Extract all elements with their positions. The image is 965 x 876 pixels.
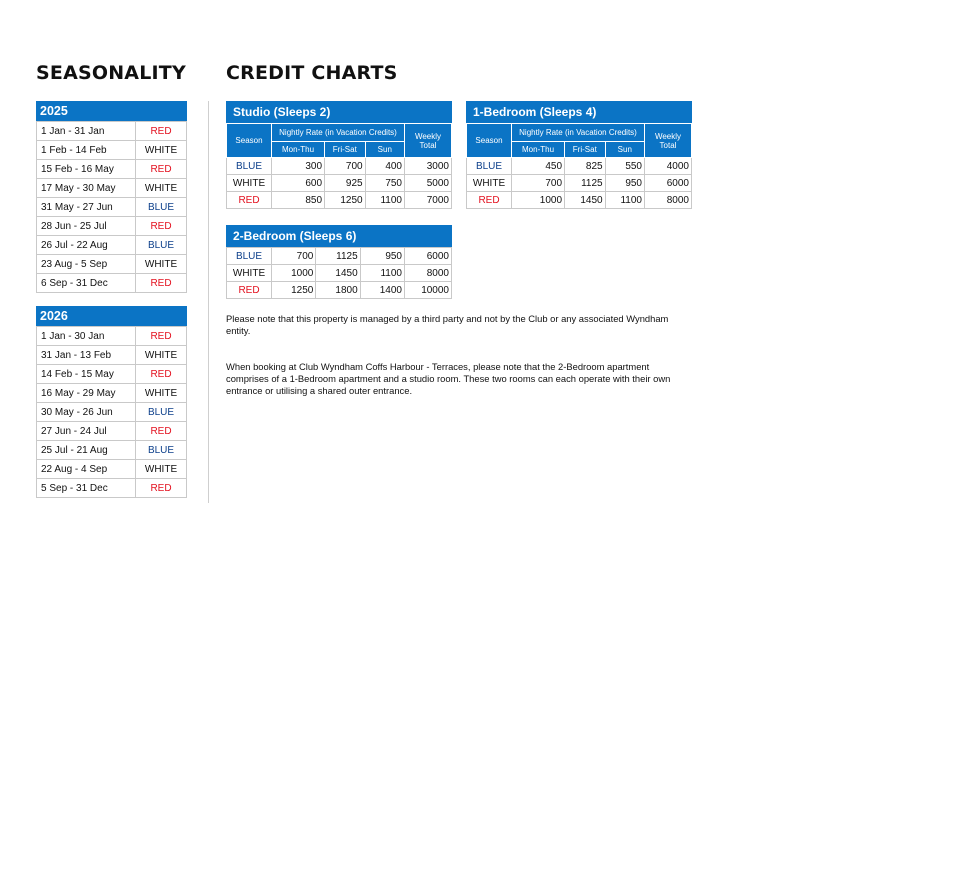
rate-fri-sat: 1800 <box>316 282 360 299</box>
rate-fri-sat: 825 <box>565 158 606 175</box>
section-divider <box>208 101 209 503</box>
season-row <box>37 141 187 160</box>
season-row <box>37 274 187 293</box>
season-row <box>37 255 187 274</box>
credit-charts-heading: CREDIT CHARTS <box>226 62 398 84</box>
rate-mon-thu: 450 <box>512 158 565 175</box>
rate-weekly-total: 10000 <box>405 282 452 299</box>
rate-mon-thu: 600 <box>272 175 325 192</box>
rate-fri-sat: 700 <box>325 158 366 175</box>
rate-mon-thu: 850 <box>272 192 325 209</box>
season-date-range: 23 Aug - 5 Sep <box>37 255 136 274</box>
rate-season: WHITE <box>227 265 272 282</box>
rate-fri-sat: 1450 <box>316 265 360 282</box>
season-row <box>37 403 187 422</box>
rate-fri-sat: 925 <box>325 175 366 192</box>
booking-note: When booking at Club Wyndham Coffs Harbour - Terraces, please note that the 2-Bedroom apartment comprises of a 1-Bedroom apartment and a studio room. These two rooms can each operate with their own entrance or utilising a shared outer entrance. <box>226 361 671 396</box>
rate-weekly-total: 6000 <box>405 248 452 265</box>
rate-row <box>227 265 452 282</box>
rate-row <box>227 158 452 175</box>
season-date-range: 6 Sep - 31 Dec <box>37 274 136 293</box>
rate-mon-thu: 300 <box>272 158 325 175</box>
season-code: RED <box>136 365 187 384</box>
rate-table-studio <box>226 101 452 209</box>
season-date-range: 27 Jun - 24 Jul <box>37 422 136 441</box>
weekly-total-header: Weekly Total <box>645 124 692 158</box>
rate-fri-sat: 1250 <box>325 192 366 209</box>
rate-sun: 750 <box>365 175 404 192</box>
season-row <box>37 160 187 179</box>
rate-row <box>467 192 692 209</box>
rate-weekly-total: 7000 <box>405 192 452 209</box>
rate-weekly-total: 3000 <box>405 158 452 175</box>
rate-table-2-bedroom <box>226 225 452 299</box>
season-code: WHITE <box>136 255 187 274</box>
fri-sat-header: Fri-Sat <box>325 142 366 158</box>
season-code: BLUE <box>136 403 187 422</box>
season-date-range: 17 May - 30 May <box>37 179 136 198</box>
rate-mon-thu: 1250 <box>272 282 316 299</box>
seasonality-heading: SEASONALITY <box>36 62 186 84</box>
rate-row <box>227 175 452 192</box>
season-code: RED <box>136 122 187 141</box>
rate-sun: 1400 <box>360 282 404 299</box>
rate-season: RED <box>227 192 272 209</box>
rate-mon-thu: 700 <box>272 248 316 265</box>
season-date-range: 1 Feb - 14 Feb <box>37 141 136 160</box>
season-row <box>37 460 187 479</box>
rate-season: BLUE <box>227 158 272 175</box>
season-row <box>37 217 187 236</box>
rate-table-title: 1-Bedroom (Sleeps 4) <box>466 101 692 123</box>
rate-season: BLUE <box>227 248 272 265</box>
weekly-total-header: Weekly Total <box>405 124 452 158</box>
rate-sun: 1100 <box>365 192 404 209</box>
season-date-range: 25 Jul - 21 Aug <box>37 441 136 460</box>
rate-row <box>467 158 692 175</box>
rate-weekly-total: 5000 <box>405 175 452 192</box>
rate-fri-sat: 1125 <box>565 175 606 192</box>
rate-sun: 950 <box>605 175 644 192</box>
rate-mon-thu: 1000 <box>272 265 316 282</box>
season-table-2026 <box>36 306 187 498</box>
mon-thu-header: Mon-Thu <box>512 142 565 158</box>
season-row <box>37 327 187 346</box>
sun-header: Sun <box>605 142 644 158</box>
mon-thu-header: Mon-Thu <box>272 142 325 158</box>
season-col-header: Season <box>467 124 512 158</box>
season-col-header: Season <box>227 124 272 158</box>
season-date-range: 14 Feb - 15 May <box>37 365 136 384</box>
rate-table-title: Studio (Sleeps 2) <box>226 101 452 123</box>
season-date-range: 30 May - 26 Jun <box>37 403 136 422</box>
rate-season: WHITE <box>467 175 512 192</box>
season-table-body <box>36 121 187 293</box>
season-table-body <box>36 326 187 498</box>
season-date-range: 16 May - 29 May <box>37 384 136 403</box>
season-code: RED <box>136 327 187 346</box>
rate-weekly-total: 8000 <box>645 192 692 209</box>
season-date-range: 31 May - 27 Jun <box>37 198 136 217</box>
season-year-header: 2026 <box>36 306 187 326</box>
season-code: RED <box>136 217 187 236</box>
rate-season: RED <box>467 192 512 209</box>
rate-row <box>467 175 692 192</box>
nightly-rate-header: Nightly Rate (in Vacation Credits) <box>512 124 645 142</box>
rate-row <box>227 192 452 209</box>
rate-row <box>227 282 452 299</box>
rate-table-title: 2-Bedroom (Sleeps 6) <box>226 225 452 247</box>
season-row <box>37 441 187 460</box>
season-code: BLUE <box>136 198 187 217</box>
rate-sun: 1100 <box>605 192 644 209</box>
season-row <box>37 384 187 403</box>
rate-fri-sat: 1125 <box>316 248 360 265</box>
season-date-range: 26 Jul - 22 Aug <box>37 236 136 255</box>
season-date-range: 22 Aug - 4 Sep <box>37 460 136 479</box>
season-code: RED <box>136 422 187 441</box>
season-code: RED <box>136 160 187 179</box>
nightly-rate-header: Nightly Rate (in Vacation Credits) <box>272 124 405 142</box>
rate-fri-sat: 1450 <box>565 192 606 209</box>
rate-sun: 400 <box>365 158 404 175</box>
season-code: BLUE <box>136 441 187 460</box>
rate-season: RED <box>227 282 272 299</box>
season-date-range: 1 Jan - 30 Jan <box>37 327 136 346</box>
rate-mon-thu: 1000 <box>512 192 565 209</box>
rate-sun: 950 <box>360 248 404 265</box>
rate-mon-thu: 700 <box>512 175 565 192</box>
rate-weekly-total: 6000 <box>645 175 692 192</box>
rate-row <box>227 248 452 265</box>
rate-season: WHITE <box>227 175 272 192</box>
season-year-header: 2025 <box>36 101 187 121</box>
rate-table-grid <box>466 123 692 209</box>
season-row <box>37 198 187 217</box>
season-row <box>37 479 187 498</box>
season-row <box>37 179 187 198</box>
rate-table-grid <box>226 247 452 299</box>
rate-season: BLUE <box>467 158 512 175</box>
management-note: Please note that this property is managed by a third party and not by the Club or any associated Wyndham entity. <box>226 313 669 336</box>
season-date-range: 28 Jun - 25 Jul <box>37 217 136 236</box>
season-code: WHITE <box>136 179 187 198</box>
rate-sun: 1100 <box>360 265 404 282</box>
season-code: WHITE <box>136 384 187 403</box>
season-code: RED <box>136 479 187 498</box>
season-date-range: 5 Sep - 31 Dec <box>37 479 136 498</box>
rate-table-grid <box>226 123 452 209</box>
rate-weekly-total: 4000 <box>645 158 692 175</box>
season-code: BLUE <box>136 236 187 255</box>
season-row <box>37 365 187 384</box>
fri-sat-header: Fri-Sat <box>565 142 606 158</box>
season-row <box>37 422 187 441</box>
season-table-2025 <box>36 101 187 293</box>
season-date-range: 1 Jan - 31 Jan <box>37 122 136 141</box>
rate-table-1-bedroom <box>466 101 692 209</box>
season-date-range: 15 Feb - 16 May <box>37 160 136 179</box>
season-code: WHITE <box>136 460 187 479</box>
season-code: WHITE <box>136 141 187 160</box>
season-code: WHITE <box>136 346 187 365</box>
season-row <box>37 236 187 255</box>
season-row <box>37 346 187 365</box>
rate-sun: 550 <box>605 158 644 175</box>
season-code: RED <box>136 274 187 293</box>
sun-header: Sun <box>365 142 404 158</box>
season-date-range: 31 Jan - 13 Feb <box>37 346 136 365</box>
rate-weekly-total: 8000 <box>405 265 452 282</box>
season-row <box>37 122 187 141</box>
